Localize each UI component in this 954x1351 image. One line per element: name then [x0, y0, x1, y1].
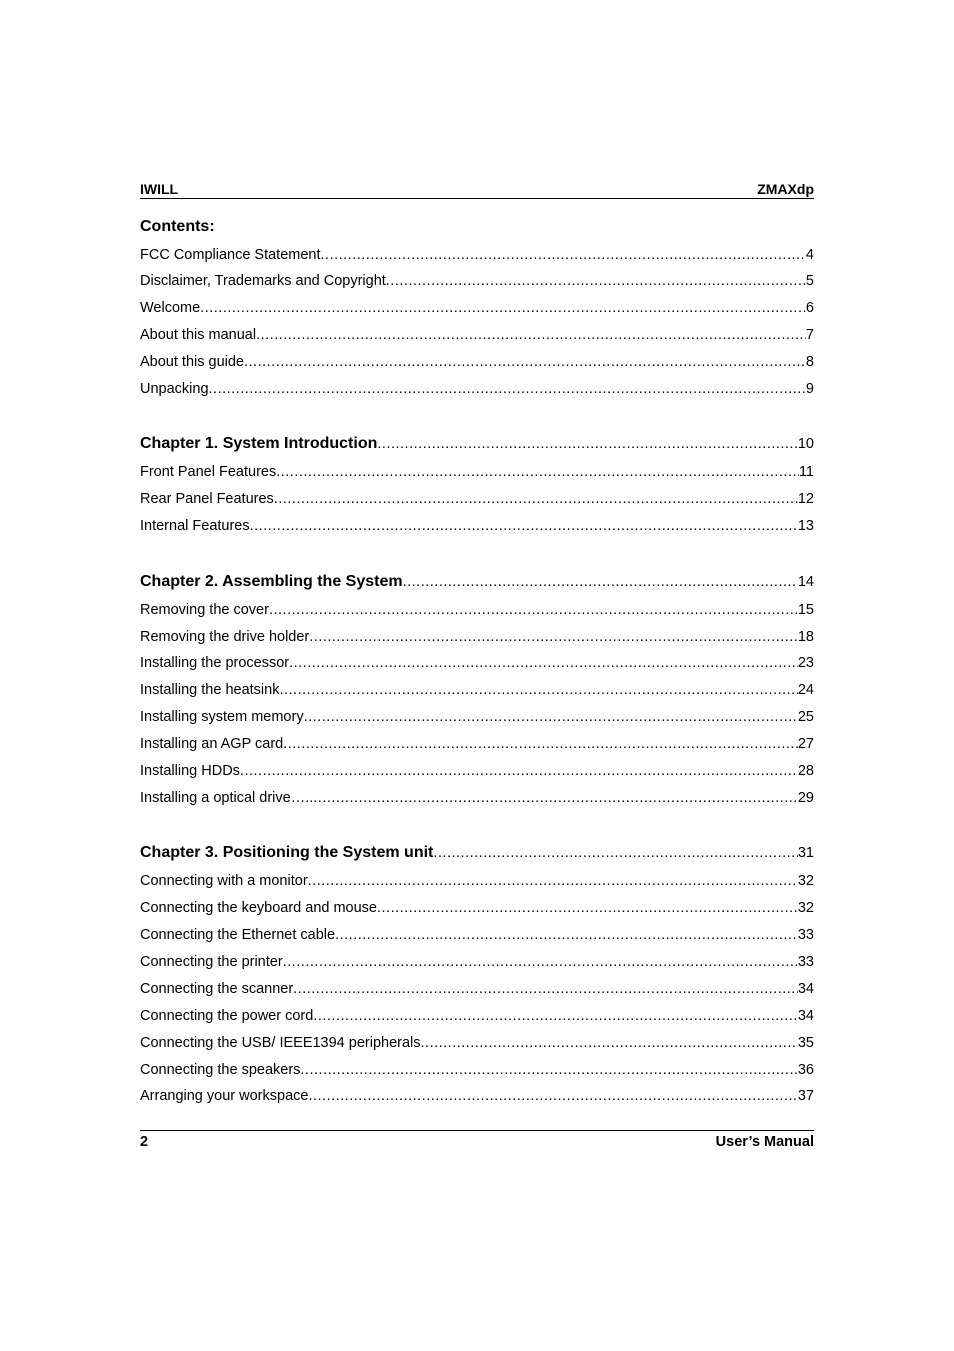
toc-entry-page: 8	[805, 354, 814, 370]
toc-leader-dots	[377, 900, 798, 916]
toc-leader-dots	[276, 464, 799, 480]
toc-leader-dots	[289, 655, 798, 671]
toc-entry-page: 36	[797, 1062, 814, 1078]
toc-entry-page: 37	[797, 1088, 814, 1104]
toc-entry-page: 34	[797, 981, 814, 997]
toc-entry-title: Chapter 1. System Introduction	[140, 435, 378, 452]
toc-leader-dots	[283, 736, 798, 752]
toc-entry	[140, 381, 814, 401]
toc-entry	[140, 900, 814, 920]
toc-entry-page: 32	[797, 900, 814, 916]
toc-chapter-entry	[140, 844, 814, 864]
toc-chapter-entry	[140, 435, 814, 455]
toc-entry-title: Disclaimer, Trademarks and Copyright	[140, 273, 386, 289]
toc-leader-dots	[403, 574, 798, 590]
page-footer	[140, 1130, 814, 1150]
toc-entry-page: 33	[797, 927, 814, 943]
toc-entry	[140, 629, 814, 649]
toc-entry	[140, 954, 814, 974]
page-number: 2	[140, 1134, 149, 1150]
toc-leader-dots	[308, 873, 798, 889]
toc-entry	[140, 602, 814, 622]
toc-entry-title: Installing the processor	[140, 655, 290, 671]
toc-entry-title: Installing HDDs	[140, 763, 240, 779]
toc-entry	[140, 1008, 814, 1028]
toc-entry	[140, 1062, 814, 1082]
toc-leader-dots	[256, 327, 806, 343]
header-brand: IWILL	[140, 181, 179, 197]
toc-entry-page: 23	[797, 655, 814, 671]
toc-entry	[140, 327, 814, 347]
toc-entry-title: Rear Panel Features	[140, 491, 274, 507]
toc-entry	[140, 763, 814, 783]
toc-entry	[140, 491, 814, 511]
toc-entry	[140, 682, 814, 702]
toc-entry	[140, 736, 814, 756]
toc-entry-title: Installing system memory	[140, 709, 304, 725]
toc-entry-page: 29	[797, 790, 814, 806]
toc-entry-page: 6	[805, 300, 814, 316]
toc-entry	[140, 790, 814, 810]
toc-entry-page: 11	[798, 464, 814, 480]
toc-leader-dots	[293, 981, 798, 997]
toc-leader-dots	[321, 247, 806, 263]
toc-entry-title: Removing the cover	[140, 602, 269, 618]
toc-entry	[140, 981, 814, 1001]
toc-leader-dots	[274, 491, 798, 507]
toc-entry-page: 25	[797, 709, 814, 725]
toc-entry-page: 28	[797, 763, 814, 779]
toc-entry-page: 35	[797, 1035, 814, 1051]
toc-leader-dots	[421, 1035, 798, 1051]
toc-leader-dots	[313, 1008, 798, 1024]
toc-leader-dots	[304, 709, 798, 725]
toc-entry-page: 12	[797, 491, 814, 507]
toc-leader-dots	[209, 381, 806, 397]
toc-entry-title: Connecting the power cord	[140, 1008, 314, 1024]
toc-entry-title: Chapter 3. Positioning the System unit	[140, 844, 434, 861]
toc-entry	[140, 655, 814, 675]
toc-leader-dots	[386, 273, 806, 289]
toc-entry	[140, 1088, 814, 1108]
toc-entry-page: 32	[797, 873, 814, 889]
toc-entry	[140, 518, 814, 538]
toc-entry-title: Welcome	[140, 300, 201, 316]
toc-entry-page: 31	[797, 845, 814, 861]
toc-leader-dots	[313, 790, 798, 806]
toc-entry-page: 10	[797, 436, 814, 452]
toc-entry	[140, 709, 814, 729]
toc-entry-page: 18	[797, 629, 814, 645]
toc-entry-title: Removing the drive holder	[140, 629, 310, 645]
toc-entry-title: Unpacking	[140, 381, 209, 397]
toc-entry-page: 13	[797, 518, 814, 534]
page-header	[140, 181, 814, 199]
contents-title: Contents:	[140, 218, 215, 235]
toc-entry	[140, 873, 814, 893]
toc-leader-dots	[335, 927, 798, 943]
toc-entry-title: FCC Compliance Statement	[140, 247, 321, 263]
toc-entry	[140, 464, 814, 484]
toc-leader-dots	[250, 518, 798, 534]
toc-entry	[140, 927, 814, 947]
toc-entry-title: About this guide	[140, 354, 244, 370]
toc-entry-title: Connecting the Ethernet cable	[140, 927, 336, 943]
toc-entry	[140, 354, 814, 374]
toc-leader-dots	[279, 682, 797, 698]
toc-entry-page: 33	[797, 954, 814, 970]
toc-entry	[140, 273, 814, 293]
toc-entry-page: 15	[797, 602, 814, 618]
toc-entry-title: Connecting with a monitor	[140, 873, 308, 889]
toc-entry-title: Installing a optical drive…..	[140, 790, 314, 806]
toc-entry-title: Connecting the printer	[140, 954, 283, 970]
toc-entry-page: 4	[805, 247, 814, 263]
toc-leader-dots	[240, 763, 798, 779]
toc-entry	[140, 1035, 814, 1055]
toc-entry	[140, 300, 814, 320]
toc-leader-dots	[283, 954, 798, 970]
toc-leader-dots	[244, 354, 806, 370]
toc-entry-page: 5	[805, 273, 814, 289]
toc-entry-page: 14	[797, 574, 814, 590]
toc-entry-page: 9	[805, 381, 814, 397]
toc-entry-title: Installing an AGP card	[140, 736, 284, 752]
toc-entry-page: 7	[805, 327, 814, 343]
toc-entry-page: 34	[797, 1008, 814, 1024]
toc-leader-dots	[269, 602, 798, 618]
footer-manual-title: User’s Manual	[715, 1134, 814, 1150]
toc-entry-title: Installing the heatsink	[140, 682, 280, 698]
toc-entry	[140, 247, 814, 267]
toc-entry-title: Arranging your workspace	[140, 1088, 309, 1104]
toc-entry-title: Connecting the speakers	[140, 1062, 301, 1078]
toc-entry-title: Connecting the scanner	[140, 981, 294, 997]
toc-entry-page: 24	[797, 682, 814, 698]
toc-leader-dots	[309, 629, 798, 645]
toc-entry-title: Front Panel Features	[140, 464, 277, 480]
toc-leader-dots	[377, 436, 797, 452]
toc-entry-title: Connecting the keyboard and mouse	[140, 900, 377, 916]
toc-chapter-entry	[140, 573, 814, 593]
header-product: ZMAXdp	[757, 181, 814, 197]
toc-leader-dots	[300, 1062, 797, 1078]
toc-leader-dots	[433, 845, 797, 861]
toc-leader-dots	[200, 300, 806, 316]
toc-entry-page: 27	[797, 736, 814, 752]
toc-leader-dots	[308, 1088, 797, 1104]
toc-entry-title: Chapter 2. Assembling the System	[140, 573, 403, 590]
toc-entry-title: Connecting the USB/ IEEE1394 peripherals	[140, 1035, 421, 1051]
toc-entry-title: About this manual	[140, 327, 257, 343]
toc-entry-title: Internal Features	[140, 518, 250, 534]
